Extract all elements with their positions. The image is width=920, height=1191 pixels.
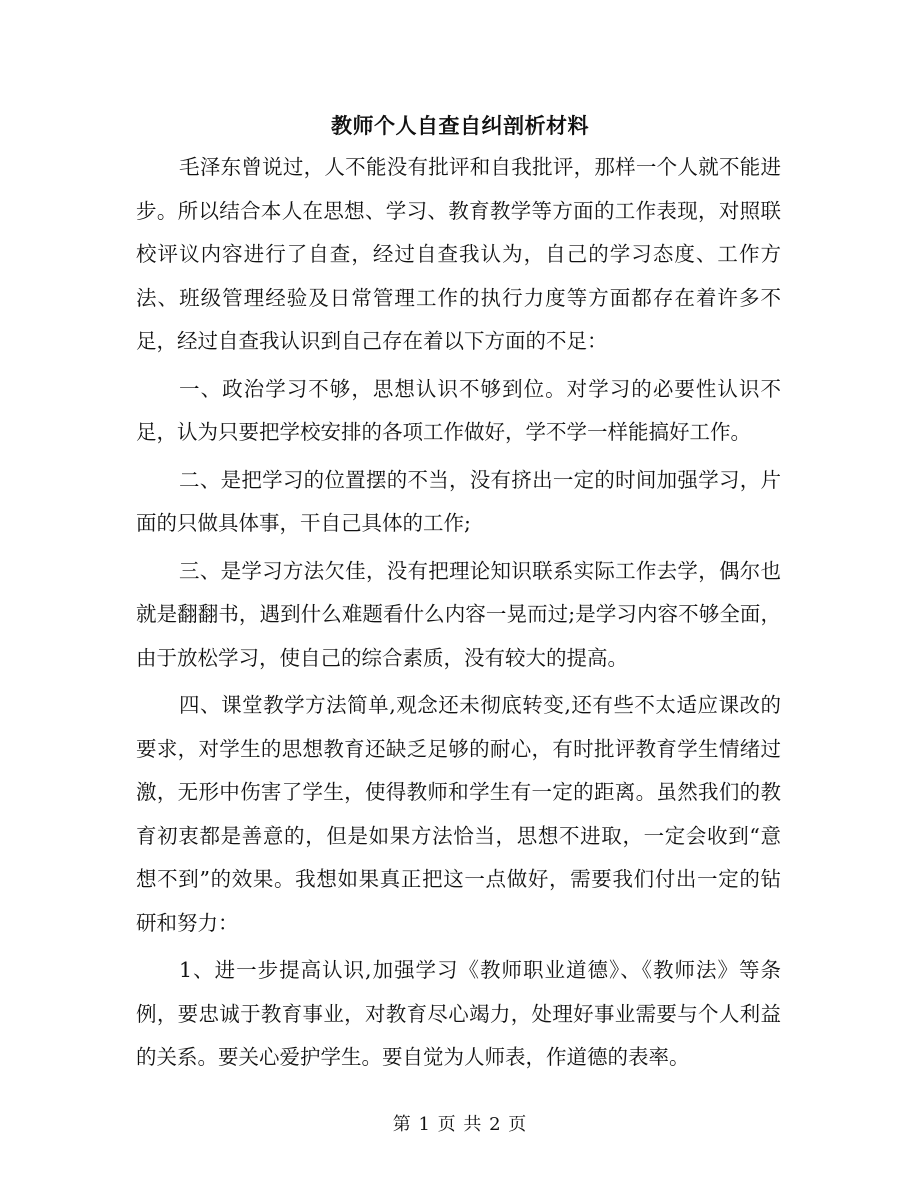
paragraph-point-3: 三、是学习方法欠佳，没有把理论知识联系实际工作去学，偶尔也就是翻翻书，遇到什么难题看什么内容一晃而过;是学习内容不够全面，由于放松学习，使自己的综合素质，没有较大的提高。 xyxy=(136,558,781,670)
paragraph-point-1: 一、政治学习不够，思想认识不够到位。对学习的必要性认识不足，认为只要把学校安排的各项工作做好，学不学一样能搞好工作。 xyxy=(136,376,781,444)
paragraph-point-4: 四、课堂教学方法简单,观念还未彻底转变,还有些不太适应课改的要求，对学生的思想教育还缺乏足够的耐心，有时批评教育学生情绪过激，无形中伤害了学生，使得教师和学生有一定的距离。虽然我们的教育初衷都是善意的，但是如果方法恰当，思想不进取，一定会收到“意想不到”的效果。我想如果真正把这一点做好，需要我们付出一定的钻研和努力： xyxy=(136,693,781,935)
page-number-footer: 第 1 页 共 2 页 xyxy=(392,1114,528,1135)
document-body xyxy=(136,146,781,1084)
paragraph-measure-1: 1、进一步提高认识,加强学习《教师职业道德》、《教师法》等条例，要忠诚于教育事业，对教育尽心竭力，处理好事业需要与个人利益的关系。要关心爱护学生。要自觉为人师表，作道德的表率。 xyxy=(136,958,781,1069)
document-title: 教师个人自查自纠剖析材料 xyxy=(331,113,589,138)
paragraph-intro: 毛泽东曾说过，人不能没有批评和自我批评，那样一个人就不能进步。所以结合本人在思想、学习、教育教学等方面的工作表现，对照联校评议内容进行了自查，经过自查我认为，自己的学习态度、工作方法、班级管理经验及日常管理工作的执行力度等方面都存在着许多不足，经过自查我认识到自己存在着以下方面的不足： xyxy=(136,155,781,353)
paragraph-point-2: 二、是把学习的位置摆的不当，没有挤出一定的时间加强学习，片面的只做具体事，干自己具体的工作; xyxy=(136,467,781,535)
